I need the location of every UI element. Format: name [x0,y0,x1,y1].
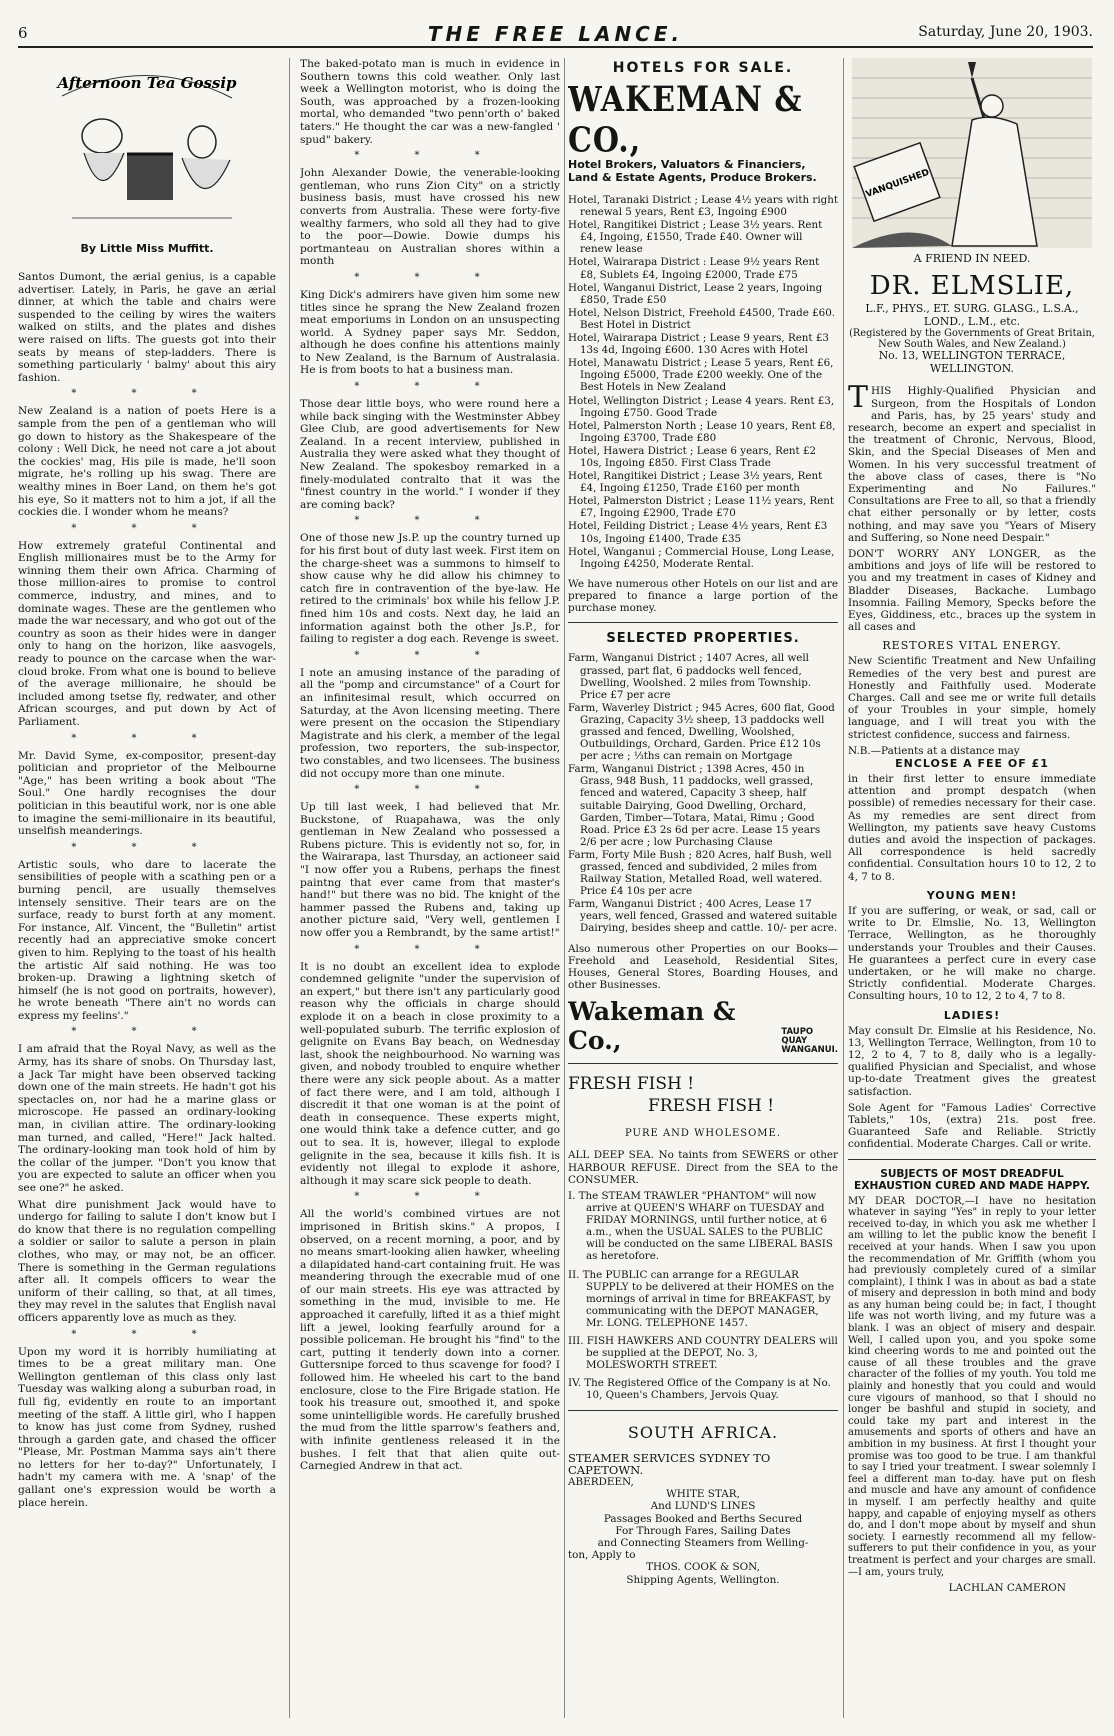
property-listing: Farm, Wanganui District ; 1398 Acres, 450 in Grass, 948 Bush, 11 paddocks, well grassed, fenced and watered, Capacity 3 sheep, half suitable Dairying, Good Dwelling, Orchard, Garden, Timber—Totara, Matai, Rimu ; Good Road. Price £3 2s 6d per acre. Lease 15 years 2/6 per acre ; low Purchasing Clause [568,763,821,848]
hotel-listing: Hotel, Palmerston District ; Lease 11½ years, Rent £7, Ingoing £2900, Trade £70 [568,495,835,520]
hotel-listing: Hotel, Wairarapa District ; Lease 9 years, Rent £3 13s 4d, Ingoing £600. 130 Acres with Hotel [568,332,829,357]
fish-intro: ALL DEEP SEA. No taints from SEWERS or other HARBOUR REFUSE. Direct from the SEA to the CONSUMER. [568,1149,838,1186]
property-listing: Farm, Forty Mile Bush ; 820 Acres, half Bush, well grassed, fenced and subdivided, 2 miles from Railway Station, Metalled Road, well watered. Price £4 10s per acre [568,848,832,898]
masthead [18,22,1093,48]
signature: LACHLAN CAMERON [948,1582,1066,1595]
separator: * * * [71,732,223,744]
divider [568,1410,838,1411]
byline: By Little Miss Muffitt. [80,242,214,255]
property-listing: Farm, Wanganui District ; 400 Acres, Lease 17 years, well fenced, Grassed and watered suitable Dairying, besides sheep and cattle. 10/- per acre. [568,898,838,935]
restores-heading: RESTORES VITAL ENERGY. [882,639,1062,653]
firm-footer-name: Wakeman & Co., [568,997,736,1056]
properties-note: Also numerous other Properties on our Books—Freehold and Leasehold, Residential Sites, Houses, General Stores, Boarding Houses, and other Businesses. [568,942,838,992]
separator: * * * [71,1026,223,1038]
divider [568,1063,838,1064]
testimonial-heading: SUBJECTS OF MOST DREADFUL EXHAUSTION CURED AND MADE HAPPY. [854,1167,1090,1192]
gossip-column-continued [300,58,560,1477]
column-rule [564,58,565,1718]
testimonial-letter: MY DEAR DOCTOR,—I have no hesitation whatever in saying "Yes" in reply to your letter received to-day, in which you ask me whether I am willing to let the public know the benefit I received at your hands. When I saw you upon the recommendation of Mr. Griffith (whom you had previously completely cured of a similar complaint), I think I was in about as bad a state of misery and depression in both mind and body as any human being could be; in fact, I thought life was not worth living, and my future was a blank. I was an object of misery and despair. Well, I called upon you, and you spoke some kind cheering words to me and pointed out the cause of all these troubles and the grave character of the follies of my youth. You told me plainly and honestly that you could and would cure vigours of manhood, so that I should no longer be bashful and stupid in society, and could take my part and interest in the amusements and sports of others and have an ambition in my business. At first I thought your promise was too good to be true. I am thankful to say I tried your treatment. I swear solemnly I feel a different man to-day. have put on flesh and muscle and have any amount of confidence in myself. I am perfectly healthy and quite happy, and capable of enjoying myself as others do, and I don't mope about by myself and shun society. I earnestly recommend all my fellow-sufferers to put their confidence in you, as your treatment is perfect and your charges are small.—I am, yours truly, [848,1195,1096,1578]
registration: (Registered by the Governments of Great Britain, New South Wales, and New Zealand.) [849,328,1095,351]
separator: * * * [354,649,506,661]
ship-line: And LUND'S LINES [650,1500,756,1513]
paragraph: I note an amusing instance of the parading of all the "pomp and circumstance" of a Court for an infinitesimal result, which occurred on Saturday, at the Avon licensing meeting. There were present on the occasion the Stipendiary Magistrate and his clerk, a member of the legal profession, two reporters, the sub-inspector, two constables, and two licensees. The business did not occupy more than one minute. [300,666,560,780]
properties-heading: SELECTED PROPERTIES. [606,631,800,647]
ship-line: Passages Booked and Berths Secured [603,1512,803,1525]
property-listing: Farm, Wanganui District ; 1407 Acres, all well grassed, part flat, 6 paddocks well fenced, Dwelling, Woolshed. 2 miles from Township. Price £7 per acre [568,652,812,701]
young-men-heading: YOUNG MEN! [926,888,1018,902]
hotel-listing: Hotel, Nelson District, Freehold £4500, Trade £60. Best Hotel in District [568,306,836,331]
hotel-listing: Hotel, Manawatu District ; Lease 5 years, Rent £6, Ingoing £5000, Trade £200 weekly. One of the Best Hotels in New Zealand [568,357,834,394]
separator: * * * [354,1191,506,1203]
drop-cap: T [848,380,869,416]
doctor-address: No. 13, WELLINGTON TERRACE, WELLINGTON. [878,349,1066,375]
hotel-listing: Hotel, Feilding District ; Lease 4½ years, Rent £3 10s, Ingoing £1400, Trade £35 [568,520,828,545]
vanquished-sign: VANQUISHED [864,167,931,201]
paragraph: John Alexander Dowie, the venerable-looking gentleman, who runs Zion City" on a strictly business basis, must have crossed his new converts from Australia. These were forty-five wealthy farmers, who sold all they had to give to the poor—Dowie. Dowie dumps his portmanteau on Australian shores within a month [300,167,560,268]
paragraph: Artistic souls, who dare to lacerate the sensibilities of people with a scathing pen or a burning pencil, are usually themselves intensely sensitive. Their tears are on the surface, ready to burst forth at any moment. For instance, Alf. Vincent, the "Bulletin" artist recently had an appreciative smoke concert given to him. Replying to the toast of his health the artistic Alf said nothing. He was too broken-up. Drawing a lightning sketch of himself (he is not good on portraits, however), he wrote beneath "There ain't no words can express my feelins'." [18,858,276,1022]
gossip-column [18,58,276,1513]
hotels-column [568,58,838,1586]
ship-line: ABERDEEN, [568,1475,634,1488]
ship-line: and Connecting Steamers from Welling- [597,1536,809,1549]
ship-line: WHITE STAR, [666,1488,740,1501]
enclose-fee: ENCLOSE A FEE OF £1 [895,757,1049,771]
fee-text: in their first letter to ensure immediate attention and prompt despatch (when possible) of remedies necessary for their case. As my remedies are sent direct from Wellington, my patients save heavy Customs duties and avoid the inspection of packages. All correspondence is held sacredly confidential. Consultation hours 10 to 12, 2 to 4, 7 to 8. [848,773,1096,883]
ship-line: ton, Apply to [568,1549,636,1562]
paragraph: One of those new Js.P. up the country turned up for his first bout of duty last week. First item on the charge-sheet was a summons to himself to show cause why he did allow his chimney to catch fire in contravention of the bye-law. He retired to the criminals' box while his fellow J.P. fined him 10s and costs. Next day, he laid an information against both the other Js.P., for failing to register a dog each. Revenge is sweet. [300,532,560,646]
separator: * * * [354,381,506,393]
nb-text: N.B.—Patients at a distance may [848,744,1020,757]
fish-item: III. FISH HAWKERS AND COUNTRY DEALERS will be supplied at the DEPOT, No. 3, MOLESWORTH STREET. [568,1335,838,1372]
hotel-listing: Hotel, Wairarapa District : Lease 9½ years Rent £8, Sublets £4, Ingoing £2000, Trade £75 [568,256,820,281]
firm-footer [568,997,838,1055]
fish-item: I. The STEAM TRAWLER "PHANTOM" will now arrive at QUEEN'S WHARF on TUESDAY and FRIDAY MORNINGS, until further notice, at 6 a.m., when the USUAL SALES to the PUBLIC will be conducted on the same LIBERAL BASIS as heretofore. [568,1190,833,1263]
column-rule [843,58,844,1718]
dont-worry: DON'T WORRY ANY LONGER, as the ambitions and joys of life will be restored to you and my treatment in cases of Kidney and Bladder Diseases, Backache. Lumbago Insomnia. Failing Memory, Specks before the Eyes, Giddiness, etc., braces up the system in all cases and [848,548,1096,634]
firm-description: Hotel Brokers, Valuators & Financiers, Land & Estate Agents, Produce Brokers. [568,158,817,184]
separator: * * * [71,522,223,534]
pure-wholesome: PURE AND WHOLESOME. [624,1128,782,1140]
separator: * * * [71,1328,223,1340]
fresh-fish-heading: FRESH FISH ! [648,1096,775,1117]
doctor-intro: THIS Highly-Qualified Physician and Surgeon, from the Hospitals of London and Paris, has, by 25 years' study and research, become an expert and specialist in the treatment of Chronic, Nervous, Blood, Skin, and the Special Diseases of Men and Women. In his very successful treatment of the above class of cases, there is "No Experimenting and No Failures." Consultations are Free to all, so that a friendly chat either personally or by letter, costs nothing, and may save you "Years of Misery and Suffering, so None need Despair." [848,380,1096,544]
ladies-text: May consult Dr. Elmslie at his Residence, No. 13, Wellington Terrace, Wellington, from 10 to 12, 2 to 4, 7 to 8, daily who is a legally-qualified Physician and Specialist, and whose up-to-date Treatment gives the greatest satisfaction. [848,1024,1096,1098]
hotels-note: We have numerous other Hotels on our list and are prepared to finance a large portion of the purchase money. [568,577,838,615]
illustration-caption: A FRIEND IN NEED. [913,252,1031,265]
hotel-listing: Hotel, Hawera District ; Lease 6 years, Rent £2 10s, Ingoing £850. First Class Trade [568,444,817,469]
fish-item: IV. The Registered Office of the Company is at No. 10, Queen's Chambers, Jervois Quay. [568,1377,831,1402]
paragraph: Those dear little boys, who were round here a while back singing with the Westminster Abbey Glee Club, are good advertisements for New Zealand. In a recent interview, published in Australia they were asked what they thought of New Zealand. The spokesboy remarked in a finely-modulated contralto that it was the "finest country in the world." I wonder if they are coming back? [300,398,560,511]
separator: * * * [354,150,506,162]
paragraph: What dire punishment Jack would have to undergo for failing to salute I don't know but I do know that there is no regulation compelling a soldier or sailor to salute a person in plain clothes, who may, or may not, be an officer. There is something in the German regulations after all. It compels officers to wear the uniform of their calling, so that, at all times, they may revel in the salutes that English naval officers apparently love as much as they. [18,1198,276,1324]
firm-name: WAKEMAN & CO., [568,80,803,161]
doctor-advert-column [848,58,1096,1594]
newspaper-title: THE FREE LANCE. [427,22,684,46]
treatment-text: New Scientific Treatment and New Unfailing Remedies of the very best and purest are Honestly and Faithfully used. Moderate Charges. Call and see me or write full details of your Troubles in your simple, homely language, and I will treat you with the strictest confidence, success and fairness. [848,655,1096,741]
separator: * * * [354,943,506,955]
separator: * * * [354,784,506,796]
fresh-fish-heading: FRESH FISH ! [568,1074,695,1095]
illustration-title: Afternoon Tea Gossip [57,74,237,92]
hotel-listing: Hotel, Rangitikei District ; Lease 3½ years, Rent £4, Ingoing £1250, Trade £160 per month [568,470,823,495]
young-men-text: If you are suffering, or weak, or sad, call or write to Dr. Elmslie, No. 13, Wellington Terrace, Wellington, as he thoroughly understands your Troubles and their Causes. He guarantees a perfect cure in every case undertaken, or he will make no charge. Strictly confidential. Moderate Charges. Consulting hours, 10 to 12, 2 to 4, 7 to 8. [848,904,1096,1003]
hotel-listing: Hotel, Rangitikei District ; Lease 3½ years. Rent £4, Ingoing, £1550, Trade £40. Owner will renew lease [568,219,823,256]
steamer-services: STEAMER SERVICES SYDNEY TO CAPETOWN. [568,1450,771,1477]
column-rule [289,58,290,1718]
divider [568,622,838,623]
paragraph: New Zealand is a nation of poets Here is a sample from the pen of a gentleman who will go down to history as the Shakespeare of the colony : Well Dick, he need not care a jot about the cockies' mag, His pile is made, he'll soon migrate, he's rolling up his swag. There are wealthy mines in Boer Land, on them he's got his eye, So it matters not to him a jot, if all the cockies die. I wonder whom he means? [18,405,276,519]
hotel-listing: Hotel, Wellington District ; Lease 4 years. Rent £3, Ingoing £750. Good Trade [568,394,835,419]
qualifications: L.F., PHYS., ET. SURG. GLASG., L.S.A., LOND., L.M., etc. [865,302,1079,328]
tea-gossip-illustration [32,58,262,236]
paragraph: It is no doubt an excellent idea to explode condemned gelignite "under the supervision of an expert," but there isn't any particularly good reason why the officials in charge should explode it on a beach in close proximity to a well-populated suburb. The terrific explosion of gelignite on Evans Bay beach, on Wednesday last, shook the neighbourhood. No warning was given, and nobody troubled to enquire whether there were any sick people about. As a matter of fact there were, and I am told, although I discredit it that one woman is at the point of death in consequence. These experts might, one would think take a defence cutter, and go out to sea. It is, however, illegal to explode gelignite in the sea, because it kills fish. It is evidently not illegal to explode it ashore, although it may scare sick people to death. [300,960,560,1187]
property-listing: Farm, Waverley District ; 945 Acres, 600 flat, Good Grazing, Capacity 3½ sheep, 13 paddocks well grassed and fenced, Dwelling, Woolshed, Outbuildings, Orchard, Garden. Price £12 10s per acre ; ⅓ths can remain on Mortgage [568,701,835,763]
ship-line: For Through Fares, Sailing Dates [615,1524,791,1537]
page-number: 6 [18,24,28,42]
hotel-listing: Hotel, Wanganui District, Lease 2 years, Ingoing £850, Trade £50 [568,281,823,306]
issue-date: Saturday, June 20, 1903. [918,24,1093,40]
separator: * * * [354,271,506,283]
separator: * * * [354,515,506,527]
paragraph: I am afraid that the Royal Navy, as well as the Army, has its share of snobs. On Thursday last, a Jack Tar might have been observed tacking down one of the main streets. He hadn't got his spectacles on, nor had he a marine glass or microscope. He passed an ordinary-looking man, in civilian attire. The ordinary-looking man turned, and called, "Here!" Jack halted. The ordinary-looking man took hold of him by the collar of the jumper. "Don't you know that you are expected to salute an officer when you see one?" he asked. [18,1043,276,1194]
ship-line: THOS. COOK & SON, [646,1561,760,1574]
paragraph: How extremely grateful Continental and English millionaires must be to the Army for winning them their own Africa. Charming of those million-aires to promise to control commerce, industry, and mines, and to dominate wages. These are the gentlemen who made the war necessary, and who got out of the country as soon as their hides were in danger only to hang on the horizon, like aasvogels, ready to pounce on the carcase when the war-cloud broke. From what one is bound to believe of the average millionaire, he should be included among tsetse fly, redwater, and other African scourges, and put down by Act of Parliament. [18,539,276,728]
friend-in-need-illustration [852,58,1092,248]
paragraph: Upon my word it is horribly humiliating at times to be a great military man. One Wellington gentleman of this class only last Tuesday was walking along a suburban road, in full fig, evidently en route to an important meeting of the staff. A little girl, who I happen to know has just come from Sydney, rushed through a garden gate, and chased the officer "Please, Mr. Postman Mamma says ain't there no letters for her to-day?" Unfortunately, I hadn't my camera with me. A 'snap' of the gallant one's expression would be worth a place herein. [18,1345,276,1509]
hotel-listing: Hotel, Palmerston North ; Lease 10 years, Rent £8, Ingoing £3700, Trade £80 [568,419,836,444]
separator: * * * [71,841,223,853]
fish-item: II. The PUBLIC can arrange for a REGULAR SUPPLY to be delivered at their HOMES on the mornings of arrival in time for BREAKFAST, by communicating with the DEPOT MANAGER, Mr. LONG. TELEPHONE 1457. [568,1268,835,1329]
hotel-listing: Hotel, Wanganui ; Commercial House, Long Lease, Ingoing £4250, Moderate Rental. [568,545,835,570]
hotels-heading: HOTELS FOR SALE. [612,60,794,76]
firm-address: TAUPO QUAY WANGANUI. [781,1027,838,1056]
separator: * * * [71,388,223,400]
paragraph: The baked-potato man is much in evidence in Southern towns this cold weather. Only last week a Wellington motorist, who is doing the South, was approached by a frozen-looking mortal, who demanded "two penn'orth o' baked taters." He thought the car was a new-fangled ' spud" bakery. [300,58,560,146]
paragraph: Mr. David Syme, ex-compositor, present-day politician and proprietor of the Melbourne "Age," has been writing a book about "The Soul." One hardly recognises the dour politician in this beautiful work, nor is one able to imagine the semi-millionaire in its beautiful, unselfish meanderings. [18,749,276,838]
paragraph: Up till last week, I had believed that Mr. Buckstone, of Ruapahawa, was the only gentleman in New Zealand who possessed a Rubens picture. This is evidently not so, for, in the Wairarapa, last Thursday, an actioneer said "I now offer you a Rubens, perhaps the finest paintng that ever came from that master's hand!" but there was no bid. The knight of the hammer passed the Rubens and, taking up another picture said, "Very well, gentlemen I now offer you a Rembrandt, by the same artist!" [300,801,560,940]
south-africa-heading: SOUTH AFRICA. [627,1422,779,1442]
divider [848,1159,1096,1160]
hotel-listing: Hotel, Taranaki District ; Lease 4½ years with right renewal 5 years, Rent £3, Ingoing £900 [568,194,838,219]
ladies-tablets: Sole Agent for "Famous Ladies' Corrective Tablets," 10s, (extra) 21s. post free. Guaranteed Safe and Reliable. Strictly confidential. Moderate Charges. Call or write. [848,1101,1096,1151]
paragraph: King Dick's admirers have given him some new titles since he sprang the New Zealand frozen meat emporiums in London on an unsuspecting world. A Sydney paper says Mr. Seddon, although he does confine his attentions mainly to New Zealand, is the Barnum of Australasia. He is from boots to hat a business man. [300,288,560,377]
paragraph: All the world's combined virtues are not imprisoned in British skins." A propos, I observed, on a recent morning, a poor, and by no means smart-looking alien hawker, wheeling a dilapidated hand-cart containing fruit. He was meandering through the execrable mud of one of our main streets. His eye was attracted by something in the mud, invisible to me. He approached it carefully, lifted it as a thief might lift a jewel, looking fearfully around for a possible policeman. He brought his "find" to the cart, putting it tenderly down into a corner. Guttersnipe forced to thus scavenge for food? I followed him. He wheeled his cart to the band enclosure, close to the Fire Brigade station. He took his treasure out, smoothed it, and spoke some unintelligible words. He carefully brushed the mud from the little sparrow's feathers and, with infinite gentleness released it in the bushes. I felt that that alien quite out-Carnegied Andrew in that act. [300,1208,560,1473]
ship-line: Shipping Agents, Wellington. [626,1573,780,1586]
paragraph: Santos Dumont, the ærial genius, is a capable advertiser. Lately, in Paris, he gave an ærial dinner, at which the table and chairs were suspended to the ceiling by wires the waiters walked on stilts, and the plates and dishes were raised on lifts. The guests got into their seats by means of step-ladders. There is something particularly ' balmy' about this airy fashion. [18,271,276,384]
ladies-heading: LADIES! [943,1008,1001,1022]
doctor-name: DR. ELMSLIE, [869,271,1075,301]
